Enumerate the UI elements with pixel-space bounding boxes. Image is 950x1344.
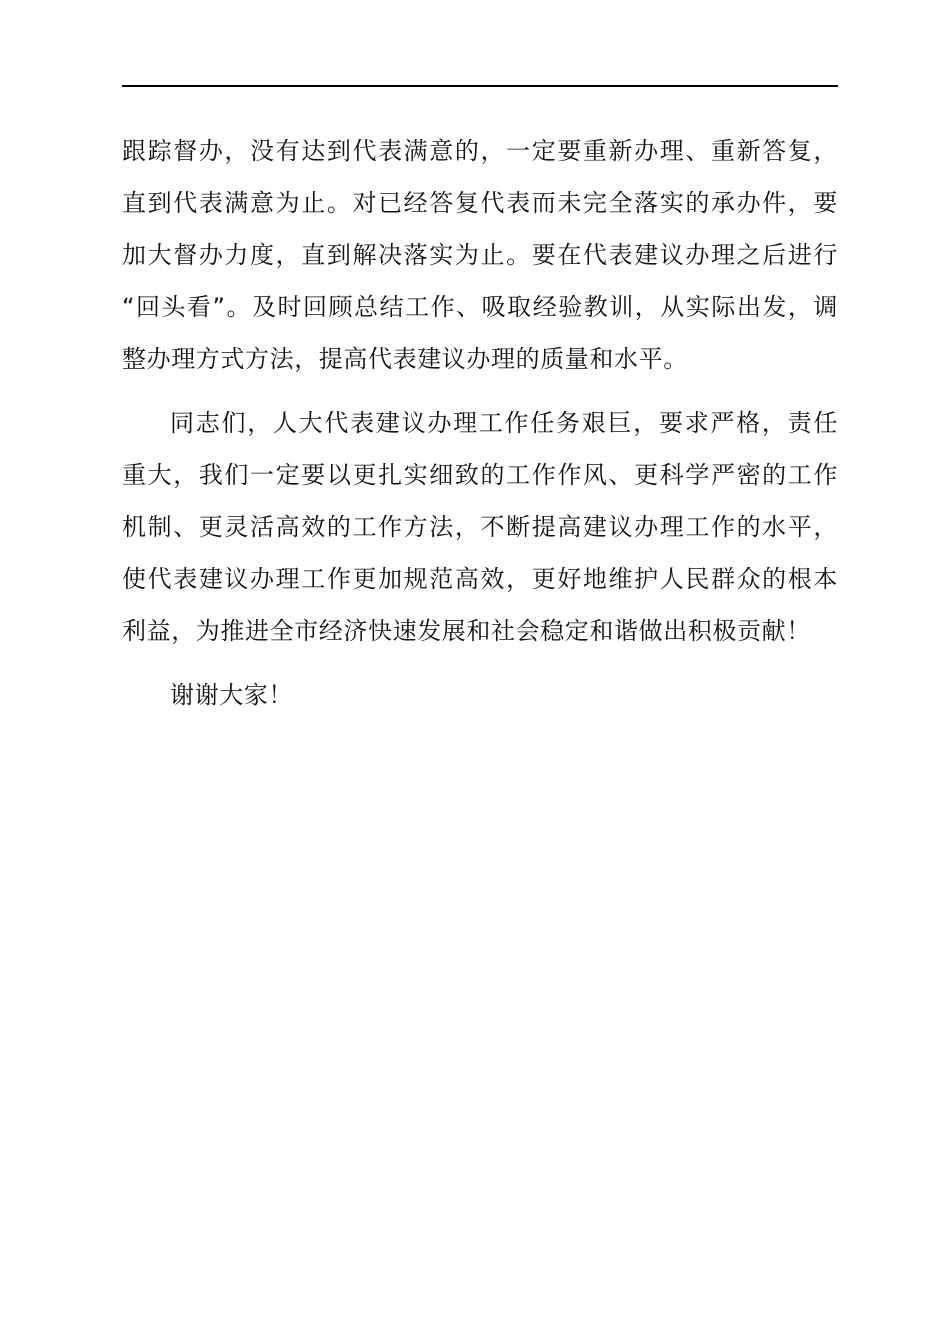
text-line: 使代表建议办理工作更加规范高效，更好地维护人民群众的根本 xyxy=(122,565,838,593)
text-line: 机制、更灵活高效的工作方法，不断提高建议办理工作的水平， xyxy=(122,513,838,541)
paragraph-spacing xyxy=(122,385,838,397)
text-line: 直到代表满意为止。对已经答复代表而未完全落实的承办件，要 xyxy=(122,189,838,217)
header-rule xyxy=(122,85,838,87)
document-body xyxy=(122,125,838,721)
paragraph-1 xyxy=(122,125,838,385)
text-line: 加大督办力度，直到解决落实为止。要在代表建议办理之后进行 xyxy=(122,241,838,269)
paragraph-3 xyxy=(122,669,838,721)
text-line: 跟踪督办，没有达到代表满意的，一定要重新办理、重新答复， xyxy=(122,137,838,165)
text-line: 整办理方式方法，提高代表建议办理的质量和水平。 xyxy=(122,345,688,373)
paragraph-2 xyxy=(122,397,838,657)
paragraph-spacing xyxy=(122,657,838,669)
text-line: 同志们，人大代表建议办理工作任务艰巨，要求严格，责任 xyxy=(170,409,838,437)
text-line: 重大，我们一定要以更扎实细致的工作作风、更科学严密的工作 xyxy=(122,461,838,489)
text-line: “回头看”。及时回顾总结工作、吸取经验教训，从实际出发，调 xyxy=(122,293,838,321)
closing-line: 谢谢大家！ xyxy=(170,681,293,709)
text-line: 利益，为推进全市经济快速发展和社会稳定和谐做出积极贡献！ xyxy=(122,617,811,645)
